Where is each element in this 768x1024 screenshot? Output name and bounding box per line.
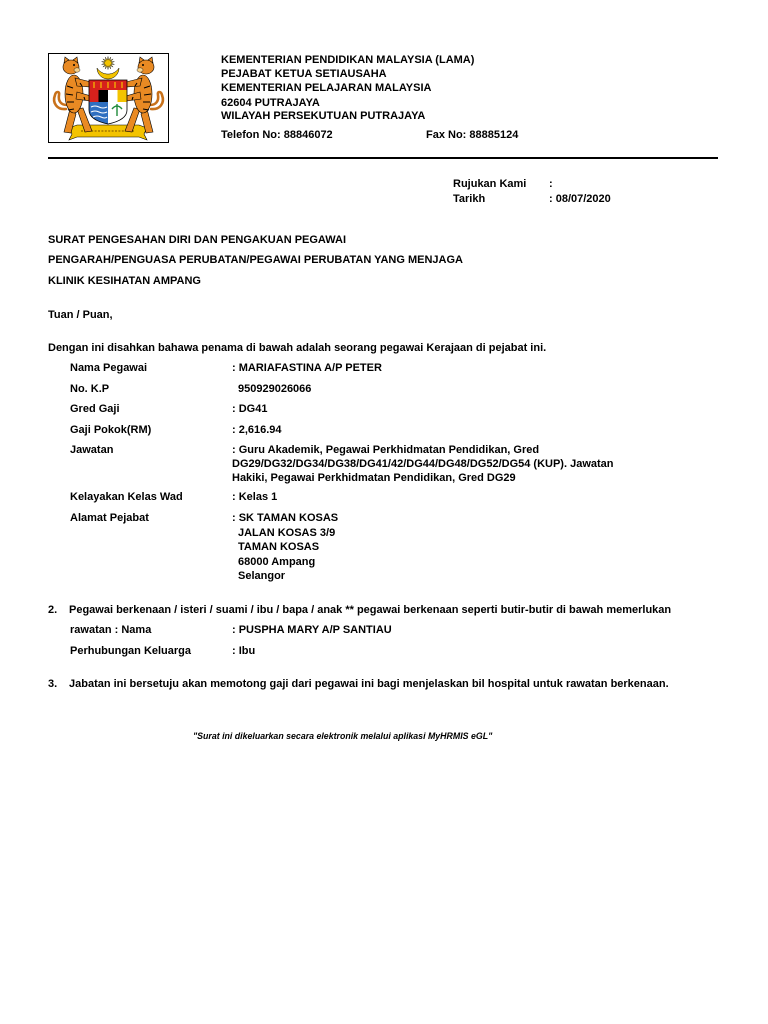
- address-line: Selangor: [238, 570, 286, 583]
- tiger-eye: [142, 64, 144, 66]
- intro-paragraph: Dengan ini disahkan bahawa penama di bawah adalah seorang pegawai Kerajaan di pejabat ini.: [48, 342, 547, 354]
- shield-panel-white: [108, 90, 118, 102]
- crescent: [97, 68, 119, 79]
- paragraph-number: 2.: [48, 604, 58, 616]
- field-value-ic-number: 950929026066: [238, 383, 312, 395]
- ribbon-scroll: [69, 125, 147, 140]
- shield-lower-left: [89, 102, 108, 126]
- field-value-grade: : DG41: [232, 403, 268, 415]
- field-value-relationship: : Ibu: [232, 645, 256, 657]
- coat-of-arms-icon: [49, 54, 168, 142]
- field-value-patient-name: : PUSPHA MARY A/P SANTIAU: [232, 624, 392, 636]
- clinic-name: KLINIK KESIHATAN AMPANG: [48, 275, 201, 287]
- tiger-right: [125, 57, 163, 133]
- telephone-number: Telefon No: 88846072: [221, 129, 333, 141]
- field-value-office-address: [232, 511, 338, 584]
- salutation: Tuan / Puan,: [48, 309, 113, 321]
- letter-title: SURAT PENGESAHAN DIRI DAN PENGAKUAN PEGAWAI: [48, 234, 347, 246]
- shield-panel-red: [89, 90, 99, 102]
- field-label-relationship: Perhubungan Keluarga: [70, 645, 192, 657]
- field-label-position: Jawatan: [70, 444, 114, 456]
- electronic-issue-note: "Surat ini dikeluarkan secara elektronik melalui aplikasi MyHRMIS eGL": [193, 731, 493, 741]
- ministry-name: KEMENTERIAN PENDIDIKAN MALAYSIA (LAMA): [221, 54, 475, 66]
- logo-frame: [48, 53, 169, 143]
- office-name: PEJABAT KETUA SETIAUSAHA: [221, 68, 387, 80]
- shield: [89, 80, 127, 126]
- reference-value: :: [549, 178, 553, 190]
- tiger-muzzle: [137, 68, 143, 72]
- paragraph-text: Jabatan ini bersetuju akan memotong gaji dari pegawai ini bagi menjelaskan bil hospital untuk rawatan berkenaan.: [69, 678, 669, 690]
- tiger-muzzle: [74, 68, 80, 72]
- tiger-eye: [73, 64, 75, 66]
- address-line: 68000 Ampang: [238, 555, 316, 568]
- shield-panel-yellow: [118, 90, 128, 102]
- field-label-ward-class: Kelayakan Kelas Wad: [70, 491, 183, 503]
- header-divider: [48, 157, 718, 159]
- shield-panel-black: [99, 90, 109, 102]
- address-line: TAMAN KOSAS: [238, 541, 320, 554]
- reference-label: Rujukan Kami: [453, 178, 527, 190]
- postcode-city: 62604 PUTRAJAYA: [221, 97, 320, 109]
- fourteen-point-star: [102, 57, 115, 70]
- crescent-star-emblem: [97, 57, 119, 80]
- position-line: Hakiki, Pegawai Perkhidmatan Pendidikan, Gred DG29: [232, 472, 516, 484]
- field-value-name: : MARIAFASTINA A/P PETER: [232, 362, 382, 374]
- field-value-ward-class: : Kelas 1: [232, 491, 278, 503]
- position-line: : Guru Akademik, Pegawai Perkhidmatan Pendidikan, Gred: [232, 444, 540, 456]
- territory: WILAYAH PERSEKUTUAN PUTRAJAYA: [221, 110, 426, 122]
- field-label-patient-name: rawatan : Nama: [70, 624, 152, 636]
- paragraph-number: 3.: [48, 678, 58, 690]
- tiger-left: [54, 57, 92, 133]
- addressee: PENGARAH/PENGUASA PERUBATAN/PEGAWAI PERUBATAN YANG MENJAGA: [48, 254, 463, 266]
- date-label: Tarikh: [453, 193, 486, 205]
- field-label-grade: Gred Gaji: [70, 403, 120, 415]
- address-line: : SK TAMAN KOSAS: [232, 512, 339, 524]
- field-value-basic-salary: : 2,616.94: [232, 424, 282, 436]
- position-line: DG29/DG32/DG34/DG38/DG41/42/DG44/DG48/DG52/DG54 (KUP). Jawatan: [232, 458, 614, 470]
- fax-number: Fax No: 88885124: [426, 129, 519, 141]
- field-label-name: Nama Pegawai: [70, 362, 148, 374]
- ministry-alt-name: KEMENTERIAN PELAJARAN MALAYSIA: [221, 82, 432, 94]
- address-line: JALAN KOSAS 3/9: [238, 526, 336, 539]
- field-value-position: [232, 443, 614, 485]
- paragraph-text: Pegawai berkenaan / isteri / suami / ibu / bapa / anak ** pegawai berkenaan seperti butir-butir di bawah memerlukan: [69, 604, 672, 616]
- date-value: : 08/07/2020: [549, 193, 611, 205]
- field-label-office-address: Alamat Pejabat: [70, 512, 149, 524]
- motto-ribbon: [69, 125, 147, 140]
- field-label-basic-salary: Gaji Pokok(RM): [70, 424, 152, 436]
- field-label-ic-number: No. K.P: [70, 383, 110, 395]
